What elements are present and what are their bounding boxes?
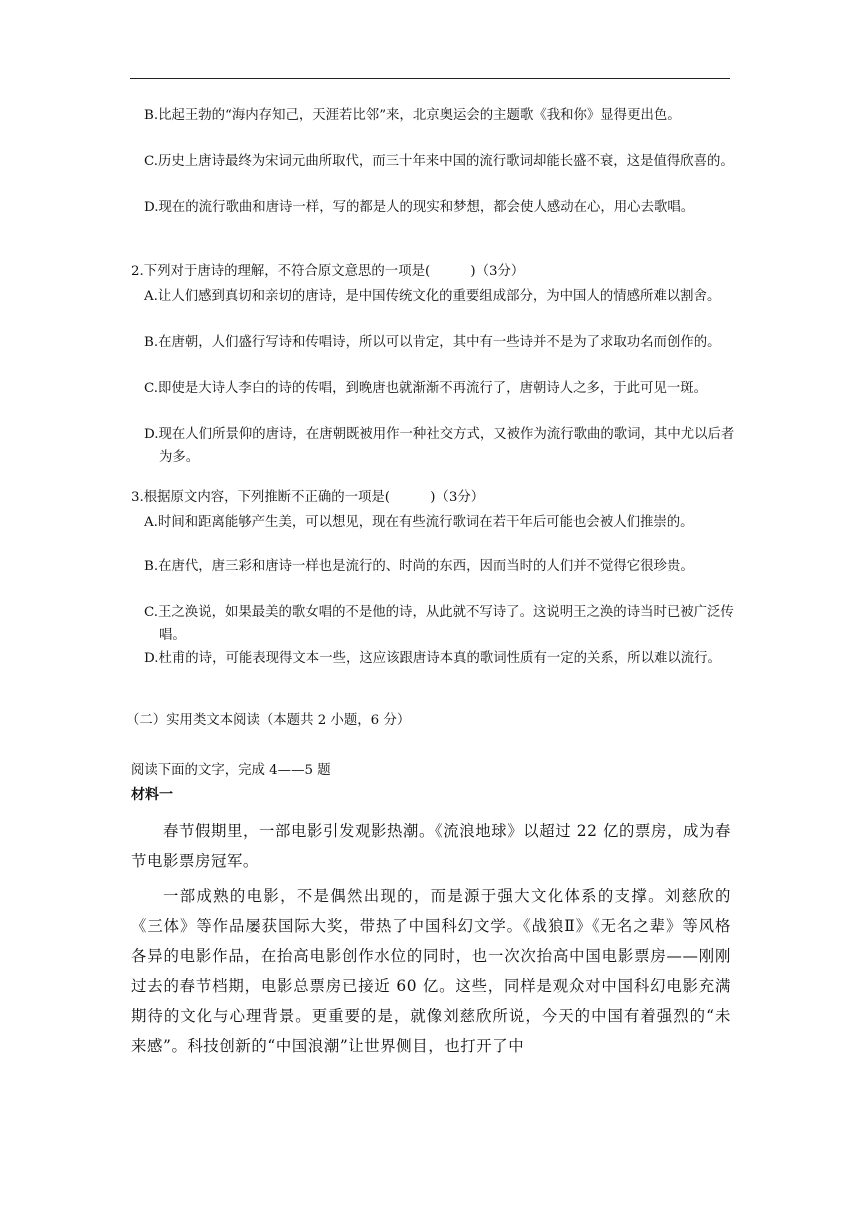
q1-option-c: C.历史上唐诗最终为宋词元曲所取代，而三十年来中国的流行歌词却能长盛不衰，这是值得欣喜的。: [144, 154, 734, 169]
q3-option-a: A.时间和距离能够产生美，可以想见，现在有些流行歌词在若干年后可能也会被人们推崇的。: [144, 515, 694, 530]
q3-stem: 3.根据原文内容，下列推断不正确的一项是( )（3分）: [131, 490, 485, 505]
section-heading: （二）实用类文本阅读（本题共 2 小题，6 分）: [126, 713, 411, 728]
q3-option-d: D.杜甫的诗，可能表现得文本一些，这应该跟唐诗本真的歌词性质有一定的关系，所以难以流行。: [144, 651, 721, 666]
material-title: 材料一: [131, 787, 173, 803]
material-paragraph-2: 一部成熟的电影，不是偶然出现的，而是源于强大文化体系的支撑。刘慈欣的《三体》等作品屡获国际大奖，带热了中国科幻文学。《战狼Ⅱ》《无名之辈》等风格各异的电影作品，在抬高电影创作水位的同时，也一次次抬高中国电影票房——刚刚过去的春节档期，电影总票房已接近 60 亿。这些，同样是观众对中国科幻电影充满期待的文化与心理背景。更重要的是，就像刘慈欣所说，今天的中国有着强烈的“未来感”。科技创新的“中国浪潮”让世界侧目，也打开了中: [131, 887, 731, 1055]
q2-option-b: B.在唐朝，人们盛行写诗和传唱诗，所以可以肯定，其中有一些诗并不是为了求取功名而创作的。: [144, 335, 721, 350]
section-instruction: 阅读下面的文字，完成 4——5 题: [131, 763, 331, 778]
q2-option-d: D.现在人们所景仰的唐诗，在唐朝既被用作一种社交方式，又被作为流行歌曲的歌词，其中尤以后者为多。: [144, 427, 735, 465]
material-paragraph-1: 春节假期里，一部电影引发观影热潮。《流浪地球》以超过 22 亿的票房，成为春节电影票房冠军。: [131, 822, 731, 870]
q1-option-b: B.比起王勃的“海内存知己，天涯若比邻”来，北京奥运会的主题歌《我和你》显得更出色。: [144, 108, 681, 123]
q2-option-a: A.让人们感到真切和亲切的唐诗，是中国传统文化的重要组成部分，为中国人的情感所难以割舍。: [144, 289, 721, 304]
q3-option-c: C.王之涣说，如果最美的歌女唱的不是他的诗，从此就不写诗了。这说明王之涣的诗当时已被广泛传唱。: [144, 605, 734, 643]
q2-option-c: C.即使是大诗人李白的诗的传唱，到晚唐也就渐渐不再流行了，唐朝诗人之多，于此可见一斑。: [144, 381, 708, 396]
q3-option-b: B.在唐代，唐三彩和唐诗一样也是流行的、时尚的东西，因而当时的人们并不觉得它很珍贵。: [144, 559, 694, 574]
q2-stem: 2.下列对于唐诗的理解，不符合原文意思的一项是( )（3分）: [131, 264, 525, 279]
q1-option-d: D.现在的流行歌曲和唐诗一样，写的都是人的现实和梦想，都会使人感动在心，用心去歌唱。: [144, 200, 695, 215]
header-rule: [130, 78, 730, 79]
